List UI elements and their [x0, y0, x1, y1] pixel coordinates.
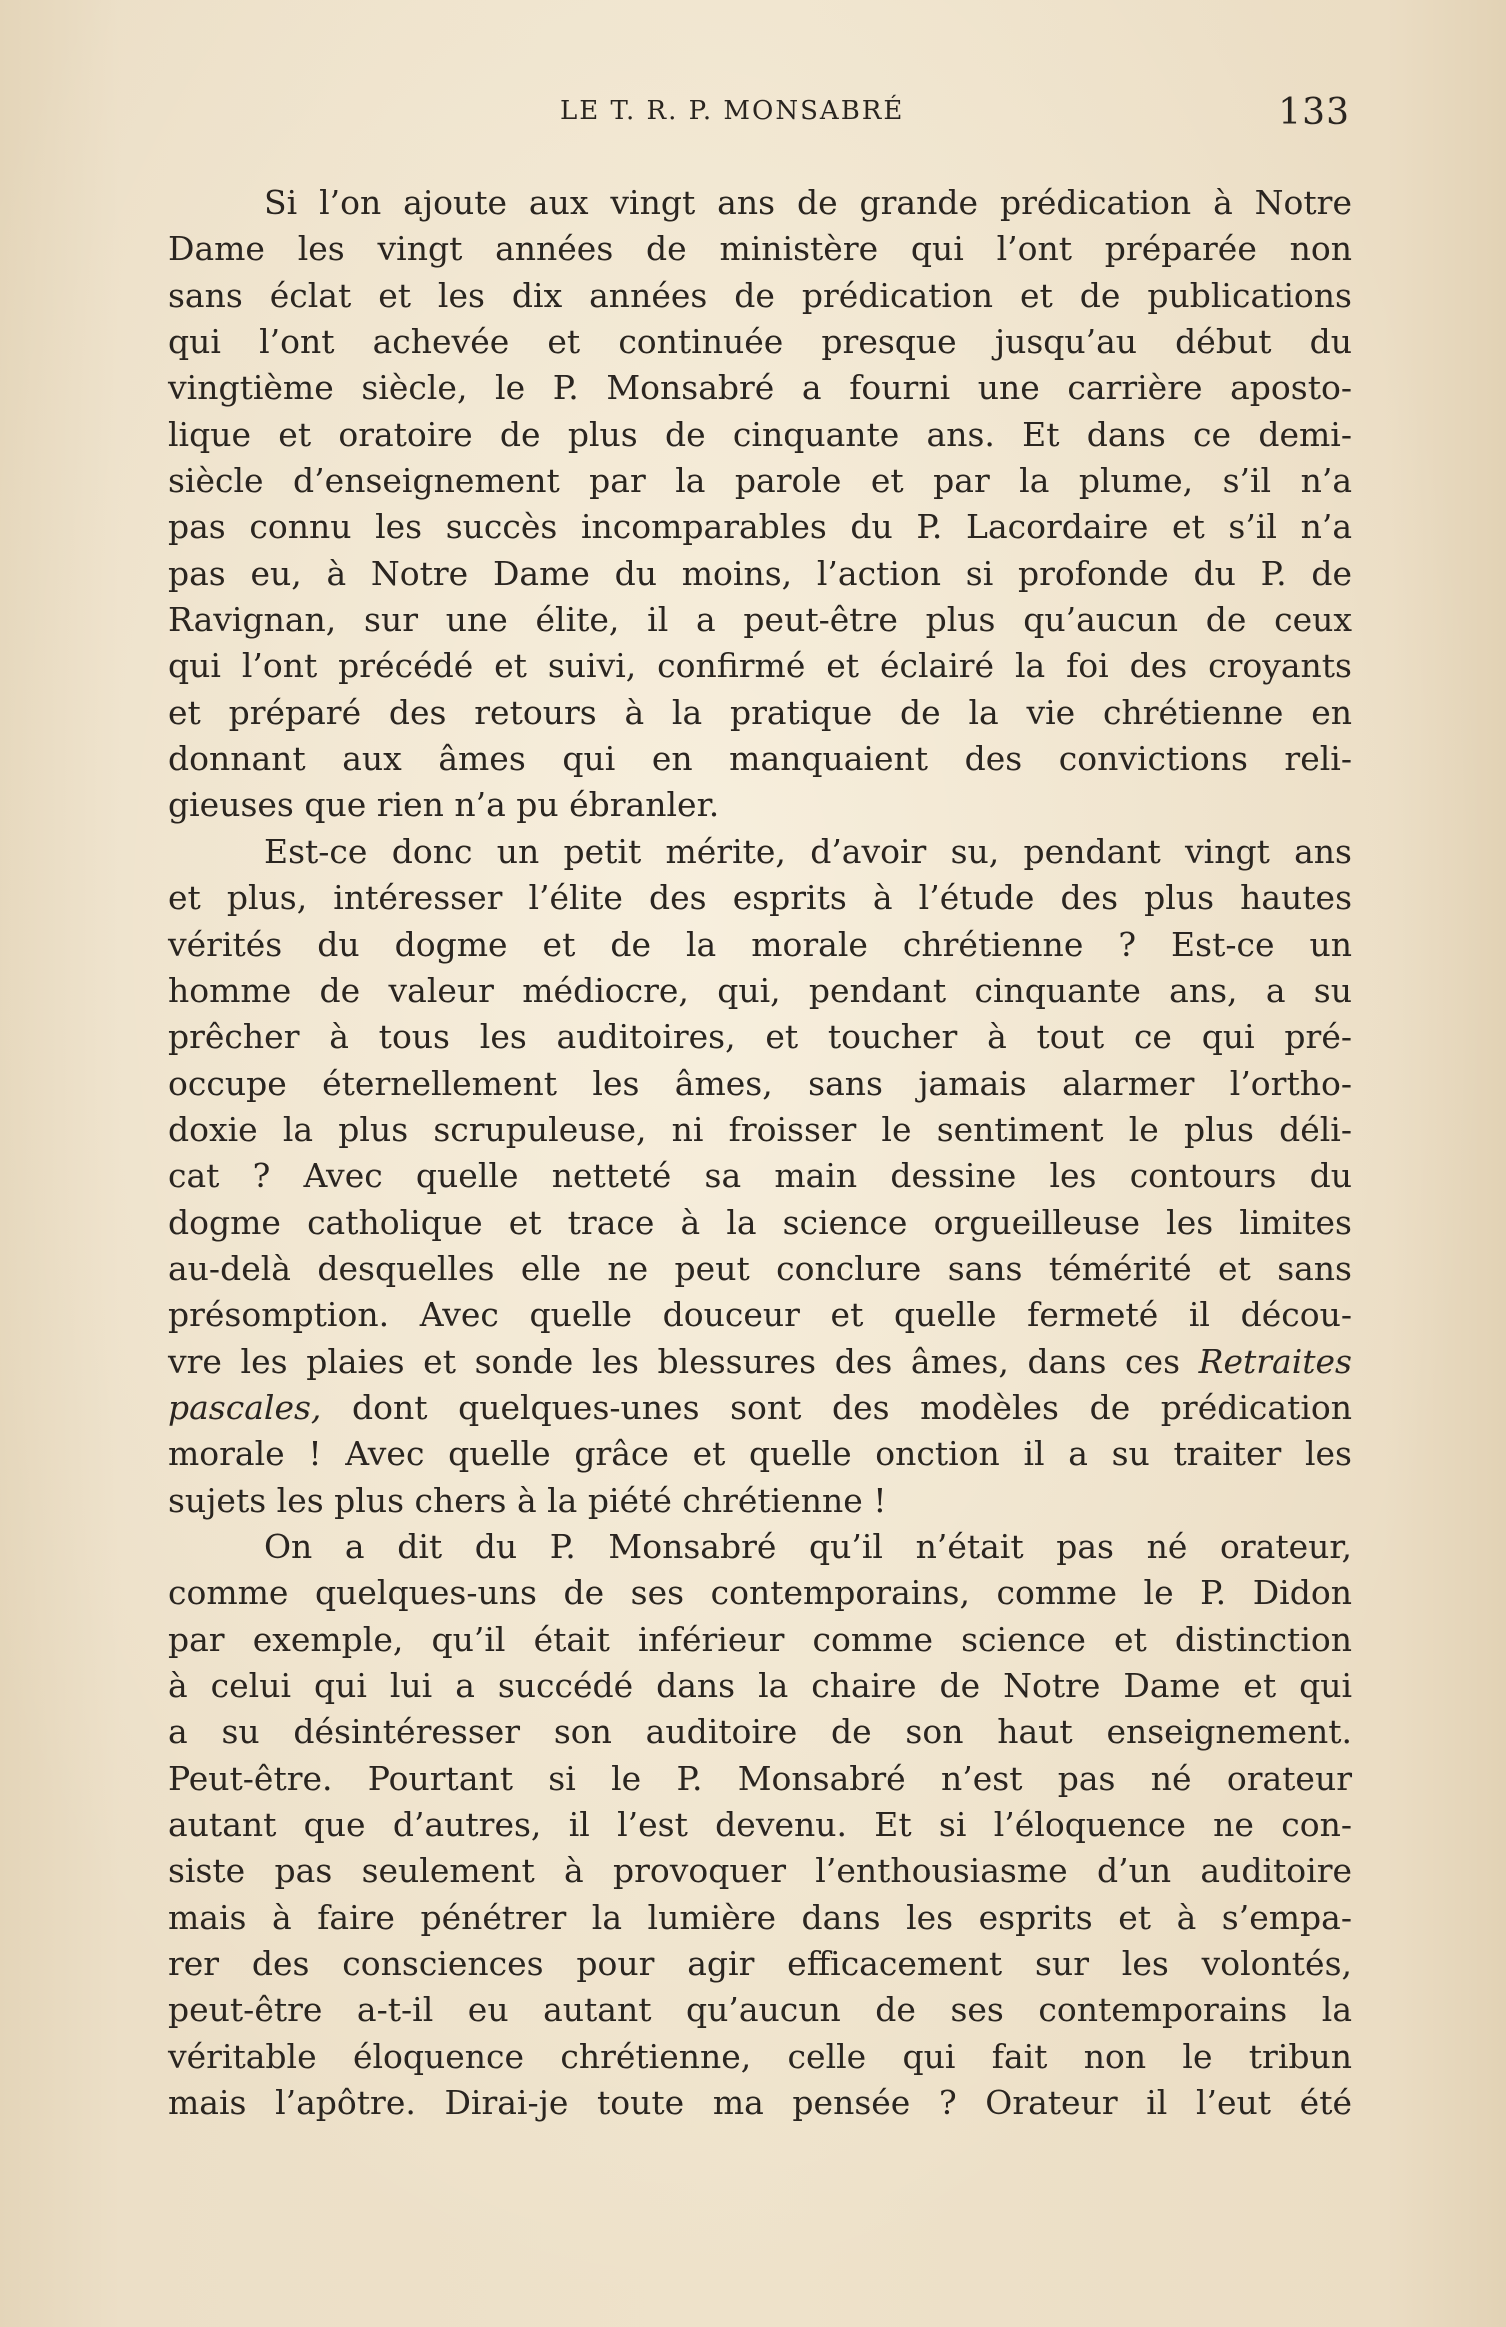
- text-line: autant que d’autres, il l’est devenu. Et si l’éloquence ne con-: [168, 1805, 1352, 1845]
- text-line: cat ? Avec quelle netteté sa main dessine les contours du: [168, 1156, 1352, 1196]
- text-line: vingtième siècle, le P. Monsabré a fourni une carrière aposto-: [168, 368, 1352, 408]
- text-line: peut-être a-t-il eu autant qu’aucun de ses contemporains la: [168, 1990, 1352, 2030]
- text-line: qui l’ont précédé et suivi, confirmé et éclairé la foi des croyants: [168, 646, 1352, 686]
- text-line: Si l’on ajoute aux vingt ans de grande prédication à Notre: [264, 183, 1352, 222]
- text-line: siècle d’enseignement par la parole et par la plume, s’il n’a: [168, 461, 1352, 501]
- text-line: et préparé des retours à la pratique de la vie chrétienne en: [168, 692, 1352, 732]
- text-line: Dame les vingt années de ministère qui l’ont préparée non: [168, 229, 1352, 269]
- running-head: [560, 92, 1350, 146]
- text-line: sujets les plus chers à la piété chrétienne !: [168, 1480, 887, 1520]
- text-line: par exemple, qu’il était inférieur comme science et distinction: [168, 1619, 1352, 1659]
- text-line: homme de valeur médiocre, qui, pendant cinquante ans, a su: [168, 970, 1352, 1010]
- text-line: et plus, intéresser l’élite des esprits à l’étude des plus hautes: [168, 878, 1352, 918]
- text-segment: vre les plaies et sonde les blessures des âmes, dans ces: [168, 1341, 1199, 1381]
- text-line: mais l’apôtre. Dirai-je toute ma pensée ? Orateur il l’eut été: [168, 2083, 1352, 2123]
- text-line: Est-ce donc un petit mérite, d’avoir su, pendant vingt ans: [264, 831, 1352, 871]
- running-title: LE T. R. P. MONSABRÉ: [560, 96, 905, 126]
- text-line: pas eu, à Notre Dame du moins, l’action si profonde du P. de: [168, 553, 1352, 593]
- text-line: pas connu les succès incomparables du P. Lacordaire et s’il n’a: [168, 507, 1352, 547]
- text-line: véritable éloquence chrétienne, celle qui fait non le tribun: [168, 2036, 1352, 2076]
- text-line: mais à faire pénétrer la lumière dans les esprits et à s’empa-: [168, 1897, 1352, 1937]
- text-line: qui l’ont achevée et continuée presque jusqu’au début du: [168, 322, 1352, 362]
- text-line: présomption. Avec quelle douceur et quelle fermeté il décou-: [168, 1295, 1352, 1335]
- body-text: [168, 180, 1352, 2126]
- text-line: siste pas seulement à provoquer l’enthousiasme d’un auditoire: [168, 1851, 1352, 1891]
- italic-title: pascales,: [168, 1387, 322, 1427]
- text-line: au-delà desquelles elle ne peut conclure sans témérité et sans: [168, 1248, 1352, 1288]
- text-line: à celui qui lui a succédé dans la chaire de Notre Dame et qui: [168, 1666, 1352, 1705]
- text-line: On a dit du P. Monsabré qu’il n’était pas né orateur,: [264, 1526, 1352, 1566]
- text-line: [168, 1339, 1352, 1385]
- text-line: donnant aux âmes qui en manquaient des convictions reli-: [168, 739, 1352, 779]
- text-line: dogme catholique et trace à la science orgueilleuse les limites: [168, 1202, 1352, 1242]
- text-line: Peut-être. Pourtant si le P. Monsabré n’est pas né orateur: [168, 1758, 1352, 1798]
- text-line: morale ! Avec quelle grâce et quelle onction il a su traiter les: [168, 1434, 1352, 1474]
- text-line: a su désintéresser son auditoire de son haut enseignement.: [168, 1712, 1352, 1752]
- text-line: Ravignan, sur une élite, il a peut-être plus qu’aucun de ceux: [168, 600, 1352, 640]
- text-line: [168, 1385, 1352, 1431]
- text-line: rer des consciences pour agir efficacement sur les volontés,: [168, 1944, 1352, 1984]
- text-line: doxie la plus scrupuleuse, ni froisser le sentiment le plus déli-: [168, 1109, 1352, 1149]
- text-line: prêcher à tous les auditoires, et toucher à tout ce qui pré-: [168, 1017, 1352, 1057]
- text-line: gieuses que rien n’a pu ébranler.: [168, 785, 720, 825]
- text-line: comme quelques-uns de ses contemporains, comme le P. Didon: [168, 1573, 1352, 1613]
- italic-title: Retraites: [1198, 1341, 1352, 1381]
- page-number: 133: [1278, 92, 1350, 133]
- text-line: vérités du dogme et de la morale chrétienne ? Est-ce un: [168, 924, 1352, 964]
- text-line: occupe éternellement les âmes, sans jamais alarmer l’ortho-: [168, 1063, 1352, 1103]
- text-line: lique et oratoire de plus de cinquante ans. Et dans ce demi-: [168, 414, 1352, 454]
- text-segment: dont quelques-unes sont des modèles de prédication: [321, 1387, 1352, 1427]
- text-line: sans éclat et les dix années de prédication et de publications: [168, 275, 1352, 315]
